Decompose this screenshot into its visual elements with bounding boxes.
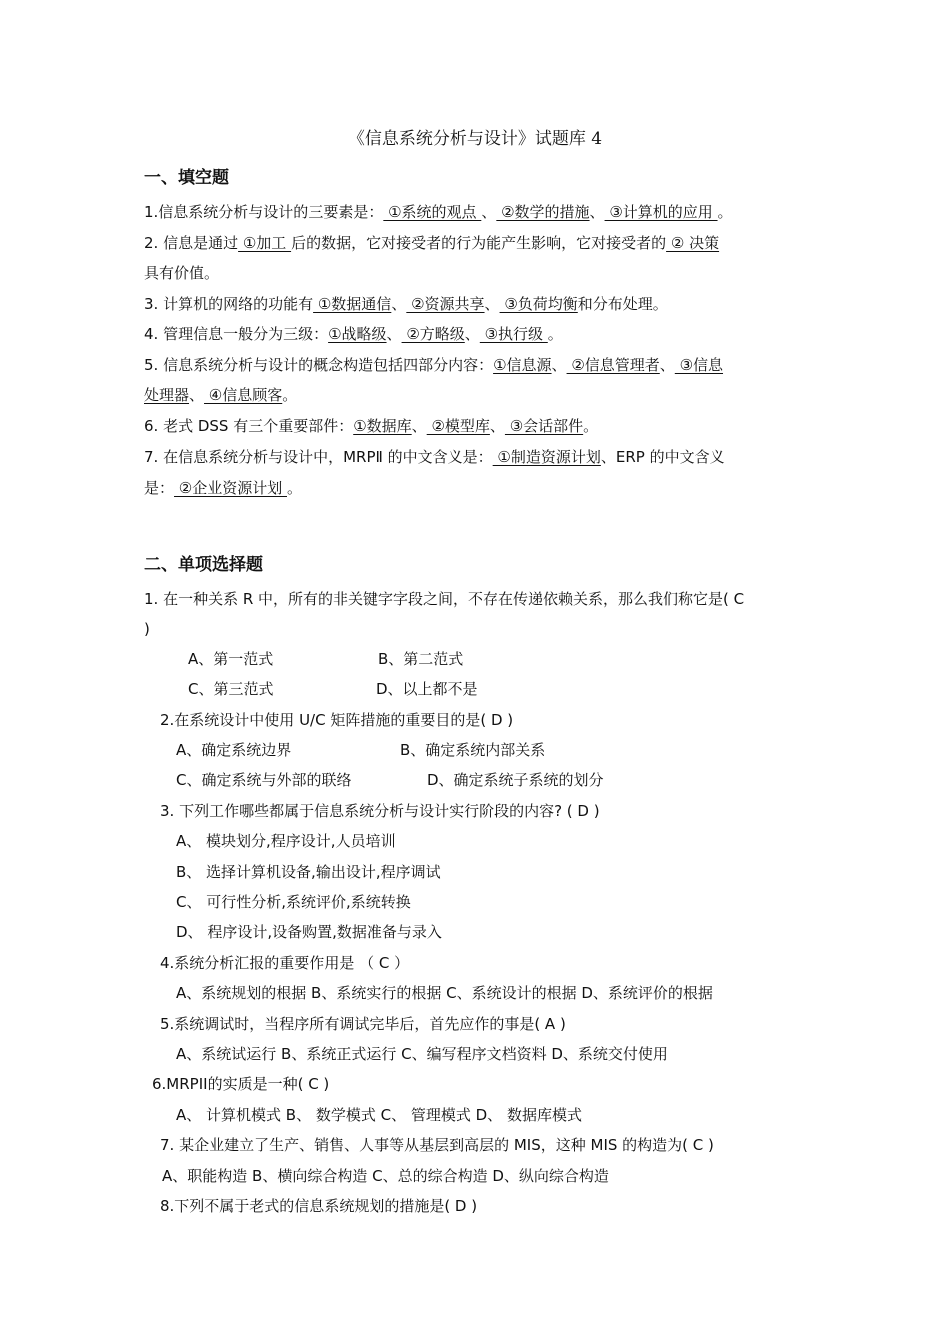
choice-line: 5.系统调试时，当程序所有调试完毕后，首先应作的事是( A ) xyxy=(160,1015,566,1033)
choice-line: B、 选择计算机设备,输出设计,程序调试 xyxy=(176,863,441,881)
section-heading-fill-in: 一、填空题 xyxy=(144,168,229,188)
document-title: 《信息系统分析与设计》试题库 4 xyxy=(347,129,603,149)
choice-line: D、以上都不是 xyxy=(376,680,478,698)
question-3 xyxy=(144,293,668,315)
question-text: 和分布处理。 xyxy=(577,295,668,313)
choice-line: B、确定系统内部关系 xyxy=(400,741,546,759)
choice-line: A、第一范式 xyxy=(188,650,274,668)
choice-line: C、确定系统与外部的联络 xyxy=(176,771,352,789)
choice-line: C、第三范式 xyxy=(188,680,274,698)
question-2 xyxy=(144,232,719,254)
choice-line: A、 计算机模式 B、 数学模式 C、 管理模式 D、 数据库模式 xyxy=(176,1106,582,1124)
question-text: 是： xyxy=(144,479,175,497)
question-text: 5. 信息系统分析与设计的概念构造包括四部分内容： xyxy=(144,356,494,374)
answer: ②信息管理者 xyxy=(566,356,660,374)
question-text: 6. 老式 DSS 有三个重要部件： xyxy=(144,417,354,435)
choice-line: A、系统规划的根据 B、系统实行的根据 C、系统设计的根据 D、系统评价的根据 xyxy=(176,984,713,1002)
separator: 、 xyxy=(484,295,500,313)
question-text: 2. 信息是通过 xyxy=(144,234,239,252)
answer: ③负荷均衡 xyxy=(499,295,578,313)
answer: ②数学的措施 xyxy=(496,203,590,221)
section-heading-single-choice: 二、单项选择题 xyxy=(144,555,263,575)
choice-line: C、 可行性分析,系统评价,系统转换 xyxy=(176,893,411,911)
question-text: 7. 在信息系统分析与设计中，MRPⅡ 的中文含义是： xyxy=(144,448,493,466)
question-text: 后的数据，它对接受者的行为能产生影响，它对接受者的 xyxy=(291,234,667,252)
answer: ①加工 xyxy=(238,234,292,252)
answer: ①战略级 xyxy=(328,325,387,343)
choice-line: 6.MRPII的实质是一种( C ) xyxy=(152,1075,330,1093)
separator: 、 xyxy=(464,325,480,343)
choice-line: 7. 某企业建立了生产、销售、人事等从基层到高层的 MIS，这种 MIS 的构造为( C ) xyxy=(160,1136,714,1154)
answer: ③计算机的应用 xyxy=(604,203,718,221)
question-1 xyxy=(144,201,733,223)
answer: ④信息顾客 xyxy=(204,386,283,404)
answer: ②方略级 xyxy=(401,325,465,343)
separator: 、 xyxy=(189,386,205,404)
choice-line: A、确定系统边界 xyxy=(176,741,292,759)
choice-line: ) xyxy=(144,620,150,638)
question-2-continued: 具有价值。 xyxy=(144,264,220,282)
answer: ③会话部件 xyxy=(504,417,584,435)
choice-line: D、确定系统子系统的划分 xyxy=(427,771,604,789)
separator: 。 xyxy=(547,325,563,343)
question-text: 1.信息系统分析与设计的三要素是： xyxy=(144,203,384,221)
choice-line: D、 程序设计,设备购置,数据准备与录入 xyxy=(176,923,442,941)
answer: ③信息 xyxy=(674,356,724,374)
separator: 、 xyxy=(386,325,402,343)
question-text: 4. 管理信息一般分为三级： xyxy=(144,325,329,343)
separator: 。 xyxy=(282,386,298,404)
choice-line: 3. 下列工作哪些都属于信息系统分析与设计实行阶段的内容? ( D ) xyxy=(160,802,600,820)
separator: 、 xyxy=(589,203,605,221)
question-text: 3. 计算机的网络的功能有 xyxy=(144,295,314,313)
choice-line: 4.系统分析汇报的重要作用是 （ C ） xyxy=(160,954,410,972)
choice-line: A、 模块划分,程序设计,人员培训 xyxy=(176,832,396,850)
separator: 、 xyxy=(391,295,407,313)
answer: ①数据通信 xyxy=(313,295,392,313)
separator: 。 xyxy=(717,203,733,221)
separator: 。 xyxy=(583,417,599,435)
separator: 、 xyxy=(551,356,567,374)
choice-line: A、系统试运行 B、系统正式运行 C、编写程序文档资料 D、系统交付使用 xyxy=(176,1045,668,1063)
question-6 xyxy=(144,415,598,437)
answer: ② 决策 xyxy=(666,234,720,252)
separator: 、 xyxy=(411,417,427,435)
choice-line: B、第二范式 xyxy=(378,650,464,668)
answer: ②资源共享 xyxy=(406,295,485,313)
question-4 xyxy=(144,323,563,345)
answer: 处理器 xyxy=(144,386,190,404)
answer: ①制造资源计划 xyxy=(492,448,601,466)
choice-line: 8.下列不属于老式的信息系统规划的措施是( D ) xyxy=(160,1197,478,1215)
choice-line: 1. 在一种关系 R 中，所有的非关键字字段之间，不存在传递依赖关系，那么我们称它是( C xyxy=(144,590,745,608)
question-7-continued xyxy=(144,477,302,499)
answer: ①系统的观点 xyxy=(383,203,482,221)
choice-line: 2.在系统设计中使用 U/C 矩阵措施的重要目的是( D ) xyxy=(160,711,514,729)
choice-line: A、职能构造 B、横向综合构造 C、总的综合构造 D、纵向综合构造 xyxy=(162,1167,609,1185)
answer: ①数据库 xyxy=(353,417,412,435)
separator: 、 xyxy=(489,417,505,435)
answer: ③执行级 xyxy=(479,325,548,343)
question-5 xyxy=(144,354,723,376)
separator: 、 xyxy=(481,203,497,221)
question-5-continued xyxy=(144,384,297,406)
question-text: 、ERP 的中文含义 xyxy=(600,448,725,466)
separator: 。 xyxy=(287,479,303,497)
separator: 、 xyxy=(659,356,675,374)
question-7 xyxy=(144,446,725,468)
answer: ②模型库 xyxy=(426,417,490,435)
answer: ①信息源 xyxy=(493,356,552,374)
answer: ②企业资源计划 xyxy=(174,479,287,497)
